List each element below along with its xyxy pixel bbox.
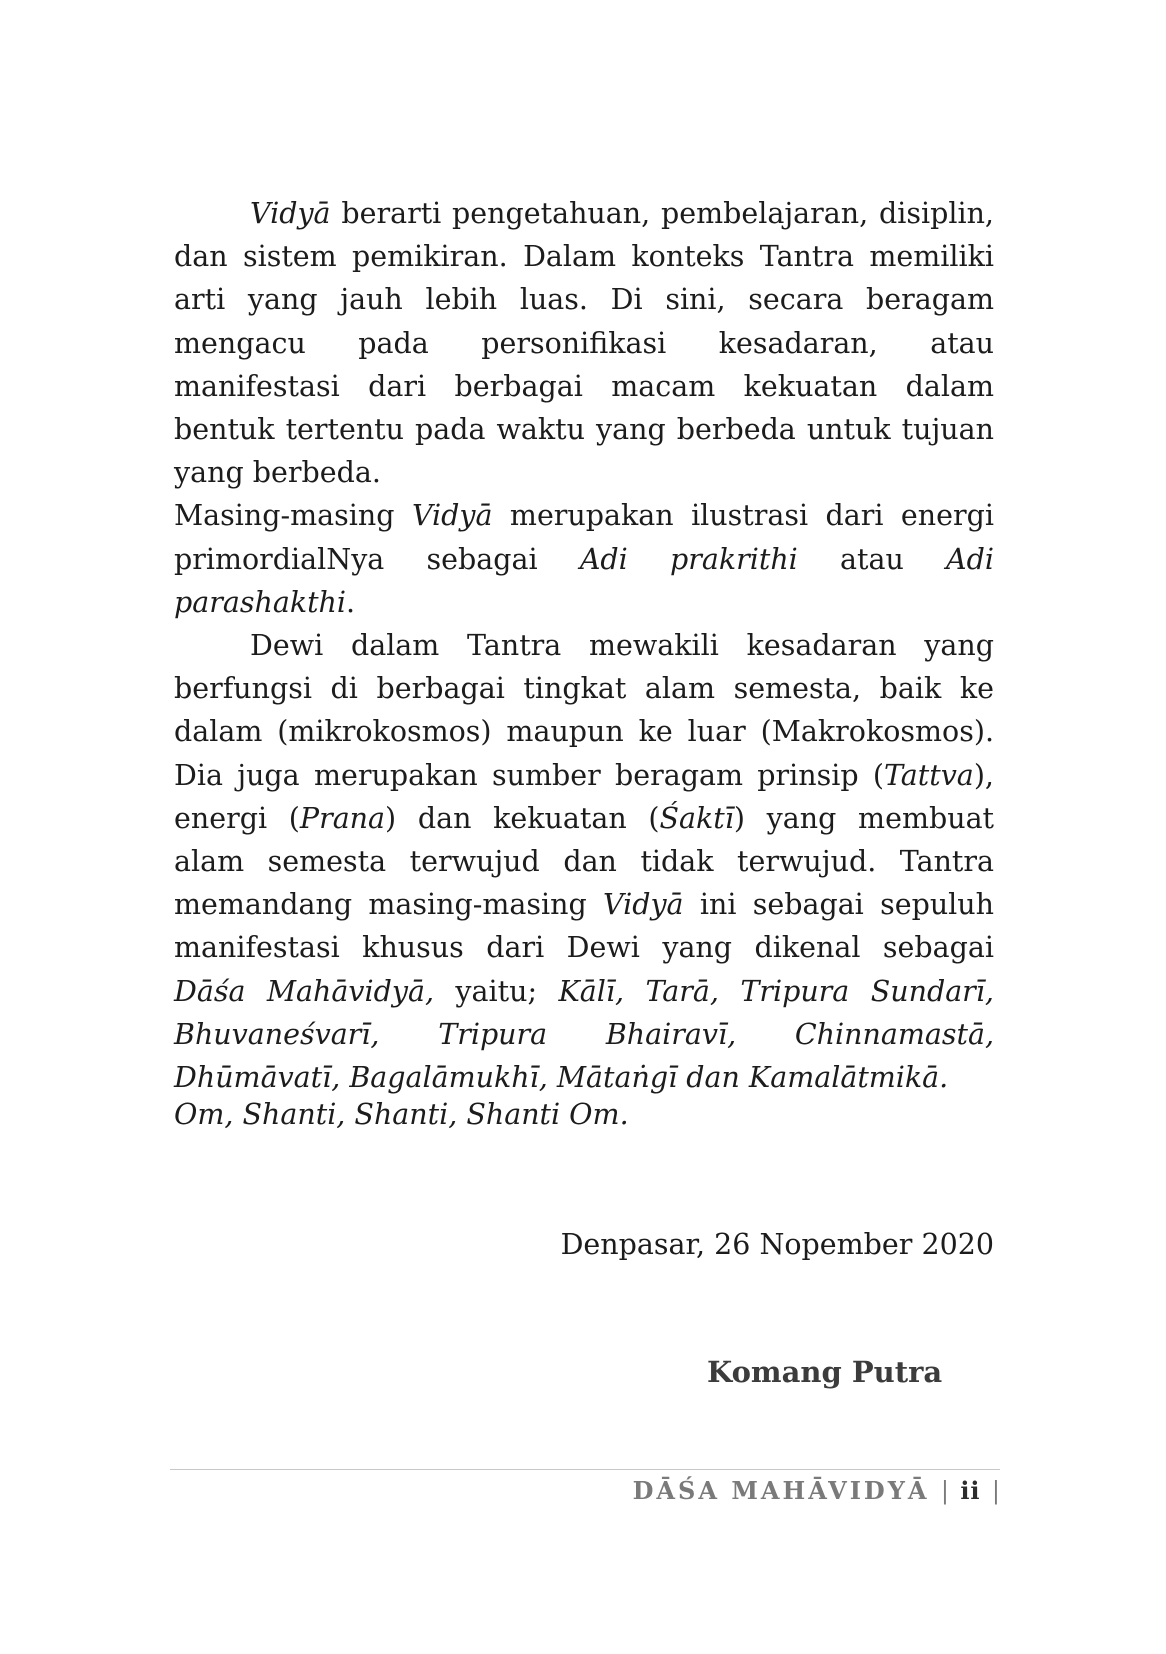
italic-term: Vidyā bbox=[603, 888, 684, 922]
italic-term: Adi prakrithi bbox=[579, 542, 798, 576]
italic-term: Vidyā bbox=[250, 197, 331, 230]
paragraph-3 bbox=[174, 624, 994, 1099]
text-run: berarti pengetahuan, pembelajaran, disiplin, dan sistem pemikiran. Dalam konteks Tantra memiliki arti yang jauh lebih luas. Di sini, secara beragam mengacu pada personifikasi kesadaran, atau manifestasi dari berbagai macam kekuatan dalam bentuk tertentu pada waktu yang berbeda untuk tujuan yang berbeda. bbox=[174, 197, 994, 490]
italic-term: Kālī, Tarā, Tripura Sundarī, Bhuvaneśvarī, Tripura Bhairavī, Chinnamastā, Dhūmāvatī, Bagalāmukhī, Mātaṅgī dan Kamalātmikā. bbox=[174, 974, 994, 1095]
author-name: Komang Putra bbox=[707, 1355, 943, 1389]
italic-term: Prana bbox=[299, 801, 386, 835]
text-run: ), energi ( bbox=[174, 758, 994, 835]
footer-separator-right: | bbox=[991, 1477, 1000, 1505]
italic-term: Adi parashakthi bbox=[174, 542, 994, 619]
text-run: . bbox=[346, 585, 356, 619]
footer-divider bbox=[170, 1469, 1000, 1470]
paragraph-1 bbox=[174, 192, 994, 494]
italic-term: Śaktī bbox=[659, 801, 734, 835]
text-run: Dewi dalam Tantra mewakili kesadaran yang berfungsi di berbagai tingkat alam semesta, baik ke dalam (mikrokosmos) maupun ke luar (Makrokosmos). Dia juga merupakan sumber beragam prinsip ( bbox=[174, 629, 994, 792]
italic-term: Dāśa Mahāvidyā, bbox=[174, 974, 435, 1008]
paragraph-2 bbox=[174, 494, 994, 624]
text-run: atau bbox=[797, 542, 947, 576]
running-footer bbox=[633, 1476, 1000, 1505]
text-run: yaitu; bbox=[434, 974, 559, 1008]
footer-separator-left: | bbox=[940, 1477, 949, 1505]
italic-term: Vidyā bbox=[411, 499, 493, 533]
text-run: ) dan kekuatan ( bbox=[385, 801, 660, 835]
text-run: ) yang membuat alam semesta terwujud dan tidak terwujud. Tantra memandang masing-masing bbox=[174, 801, 995, 922]
body-text bbox=[174, 192, 994, 1099]
text-run: ini sebagai sepuluh manifestasi khusus dari Dewi yang dikenal sebagai bbox=[174, 888, 994, 965]
italic-term: Tattva bbox=[884, 758, 974, 792]
text-run: merupakan ilustrasi dari energi primordialNya sebagai bbox=[174, 499, 994, 576]
closing-mantra: Om, Shanti, Shanti, Shanti Om. bbox=[174, 1098, 629, 1131]
footer-book-title: DĀŚA MAHĀVIDYĀ bbox=[632, 1476, 930, 1505]
text-run: Masing-masing bbox=[174, 499, 412, 533]
page-number: ii bbox=[960, 1476, 981, 1505]
place-date: Denpasar, 26 Nopember 2020 bbox=[560, 1228, 994, 1261]
